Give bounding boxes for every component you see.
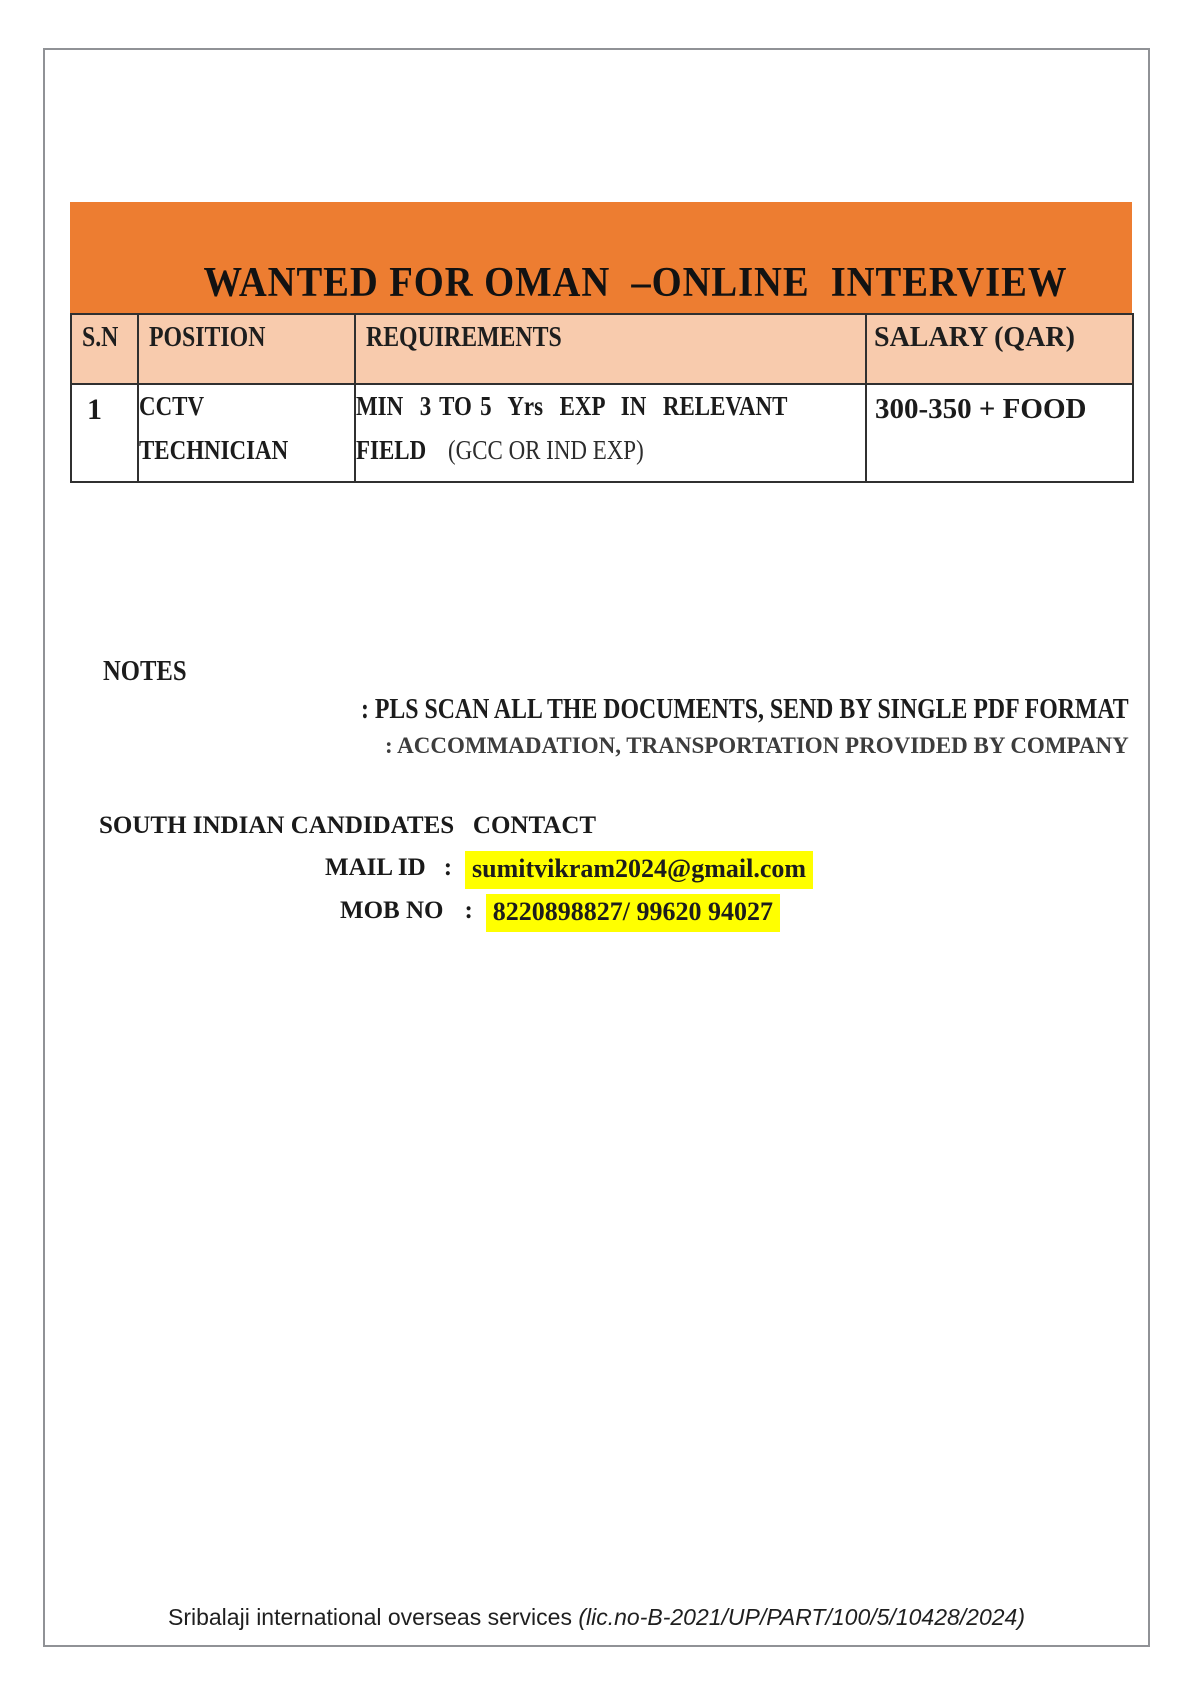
cell-salary-value: 300-350 + FOOD bbox=[875, 393, 1087, 425]
column-header-sn-label: S.N bbox=[82, 322, 119, 353]
cell-position bbox=[138, 384, 355, 482]
footer-text bbox=[43, 1604, 1150, 1631]
column-header-salary-label: SALARY (QAR) bbox=[874, 322, 1075, 353]
job-table bbox=[70, 313, 1134, 483]
mob-no-label: MOB NO bbox=[340, 897, 444, 924]
contact-heading-text: SOUTH INDIAN CANDIDATES CONTACT bbox=[99, 812, 597, 839]
note-documents-text: : PLS SCAN ALL THE DOCUMENTS, SEND BY SINGLE PDF FORMAT bbox=[361, 694, 1129, 725]
note-accommodation-text: : ACCOMMADATION, TRANSPORTATION PROVIDED BY COMPANY bbox=[385, 733, 1129, 758]
page-title-text: WANTED FOR OMAN –ONLINE INTERVIEW bbox=[203, 260, 1068, 306]
column-header-requirements bbox=[355, 314, 866, 384]
notes-heading bbox=[74, 622, 201, 721]
cell-requirements bbox=[355, 384, 866, 482]
column-header-position-label: POSITION bbox=[149, 322, 266, 353]
footer-license-number: (lic.no-B-2021/UP/PART/100/5/10428/2024) bbox=[578, 1604, 1025, 1630]
title-banner bbox=[70, 202, 1132, 313]
position-line2-text: TECHNICIAN bbox=[139, 435, 289, 465]
column-header-salary bbox=[866, 314, 1133, 384]
position-line2 bbox=[139, 437, 354, 464]
mob-no-row bbox=[340, 894, 780, 932]
requirements-line1 bbox=[356, 393, 865, 420]
column-header-requirements-label: REQUIREMENTS bbox=[366, 322, 562, 353]
mail-id-label: MAIL ID bbox=[325, 854, 426, 881]
table-row bbox=[71, 384, 1133, 482]
mob-no-value: 8220898827/ 99620 94027 bbox=[486, 894, 780, 932]
position-line1-text: CCTV bbox=[139, 391, 205, 421]
column-header-position bbox=[138, 314, 355, 384]
mail-id-colon: : bbox=[443, 854, 453, 881]
position-line1 bbox=[139, 393, 354, 420]
cell-sn bbox=[71, 384, 138, 482]
cell-salary bbox=[866, 384, 1133, 482]
requirements-line2-detail: (GCC OR IND EXP) bbox=[447, 435, 644, 465]
mail-id-row bbox=[325, 851, 813, 889]
requirements-line2-lead: FIELD bbox=[356, 435, 427, 465]
mob-no-colon: : bbox=[464, 897, 473, 924]
note-accommodation bbox=[362, 707, 1129, 785]
requirements-line1-text: MIN 3 TO 5 Yrs EXP IN RELEVANT bbox=[356, 391, 788, 421]
notes-heading-text: NOTES bbox=[103, 655, 187, 687]
mail-id-value: sumitvikram2024@gmail.com bbox=[465, 851, 813, 889]
cell-sn-value: 1 bbox=[87, 393, 102, 426]
requirements-line2 bbox=[356, 437, 865, 464]
column-header-sn bbox=[71, 314, 138, 384]
table-header-row bbox=[71, 314, 1133, 384]
footer-agency-name: Sribalaji international overseas services bbox=[167, 1604, 579, 1630]
